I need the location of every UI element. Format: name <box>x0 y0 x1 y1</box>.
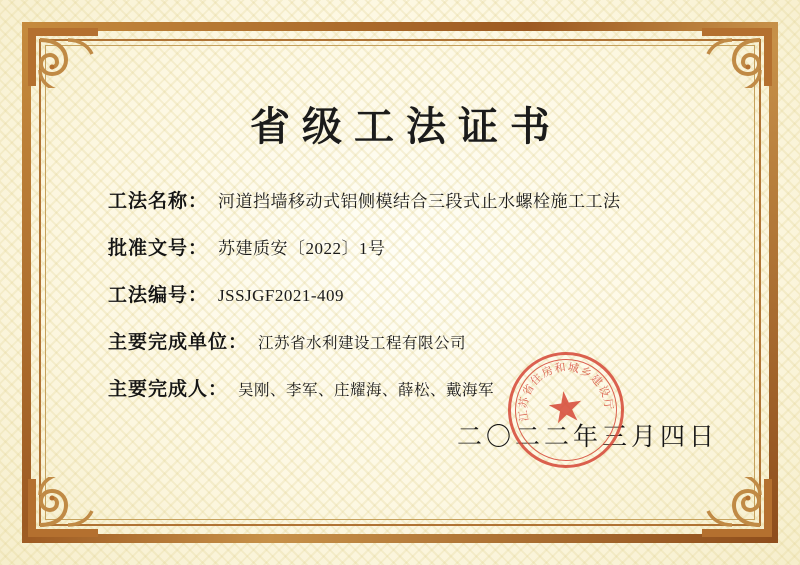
field-row-method-code <box>108 280 740 307</box>
field-row-main-contributors <box>108 374 740 401</box>
field-label: 主要完成单位： <box>108 332 249 353</box>
field-row-approval-number <box>108 233 740 260</box>
certificate-content <box>60 60 740 505</box>
field-value: 苏建质安〔2022〕1号 <box>218 239 386 258</box>
field-row-method-name <box>108 186 740 213</box>
page-title: 省级工法证书 <box>250 104 562 149</box>
field-label: 批准文号： <box>108 238 209 259</box>
field-value: 吴刚、李军、庄耀海、薛松、戴海军 <box>238 382 495 399</box>
field-label: 工法名称： <box>108 191 209 212</box>
issue-date: 二〇二二年三月四日 <box>456 424 718 451</box>
field-label: 工法编号： <box>108 285 209 306</box>
field-value: JSSJGF2021-409 <box>218 286 345 305</box>
seal-arc-text: 江 苏 省 住 房 和 城 乡 建 设 厅 <box>517 361 615 423</box>
official-seal <box>500 344 631 475</box>
field-value: 江苏省水利建设工程有限公司 <box>258 335 467 352</box>
field-value: 河道挡墙移动式铝侧模结合三段式止水螺栓施工工法 <box>218 192 621 211</box>
field-row-main-unit <box>108 327 740 354</box>
field-label: 主要完成人： <box>108 379 229 400</box>
field-list <box>60 186 740 401</box>
